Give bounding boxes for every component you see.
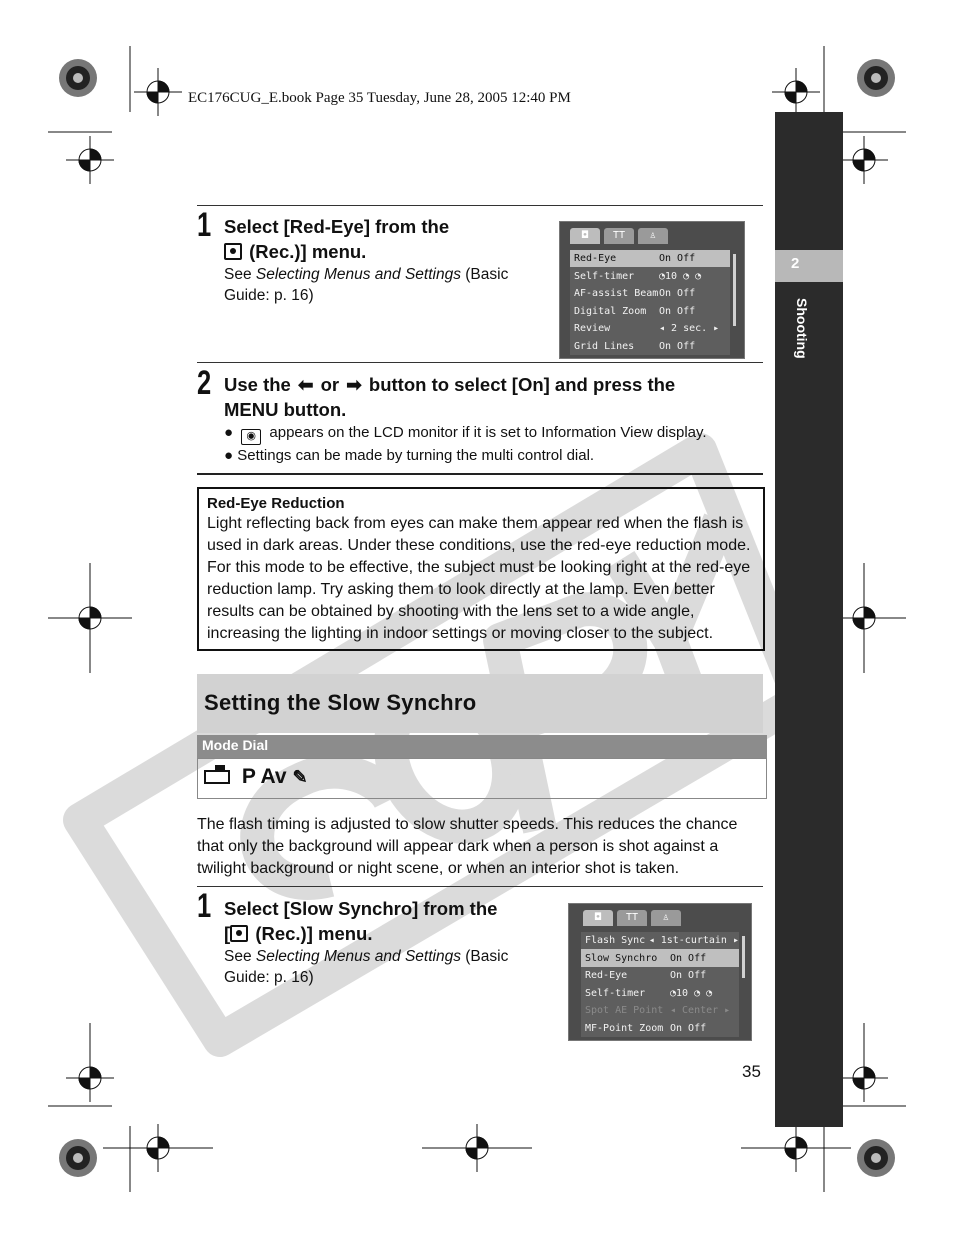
lcd-scrollbar [742,936,745,978]
step2-title-line2: MENU button. [224,399,347,420]
lcd-row-name: Self-timer [585,987,646,999]
bullet-item [224,422,764,445]
lcd-tab-tools-icon: TT [617,910,647,926]
step2-bullets [224,422,764,466]
lcd-tabs [560,222,744,244]
lcd-row-name: Red-Eye [574,253,617,265]
section-title: Setting the Slow Synchro [204,690,477,715]
lcd-scrollbar [733,254,736,326]
lcd-row-value: On Off [670,970,707,982]
lcd-row-value: On Off [659,288,696,300]
lcd-row [581,967,739,984]
bullet-dot-icon: ● [224,424,234,441]
page-number: 35 [742,1062,761,1081]
red-eye-icon: ◉ [241,429,261,445]
lcd-row [581,932,739,949]
see-link-title: Selecting Menus and Settings [255,948,461,965]
lcd-row [570,302,730,319]
step3-see-reference [224,946,554,988]
bullet-text: appears on the LCD monitor if it is set to Information View display. [269,424,707,441]
lcd-row [570,337,730,354]
lcd-row [570,320,730,337]
lcd-menu-list [570,250,730,355]
step1-title-line1: Select [Red-Eye] from the [224,216,450,237]
lcd-menu-list [581,932,739,1037]
lcd-row-name: Review [574,323,611,335]
lcd-row-value: On Off [670,952,707,964]
lcd-row-name: AF-assist Beam [574,288,659,300]
step-divider [197,362,763,363]
display-mode-icon [204,770,230,784]
lcd-row-value: ◔10 ◔ ◔ [659,270,702,282]
step1-title [224,214,554,264]
lcd-row-value: ◔10 ◔ ◔ [670,987,713,999]
step1-title-line2-text: (Rec.)] menu. [249,241,367,262]
step1-title-line2 [224,239,554,264]
lcd-row [581,1019,739,1036]
step-divider [197,886,763,887]
lcd-tab-my-icon: ♙ [651,910,681,926]
step3-title-line2-text: (Rec.)] menu. [255,923,373,944]
lcd-tab-camera-icon: ◘ [583,910,613,926]
open-bracket: [ [224,923,231,944]
lcd-screen-rec-menu [559,221,745,359]
note-body: Light reflecting back from eyes can make them appear red when the flash is used in dark areas. Under these conditions, use the red-eye reduction mode. For this mode to be effective, the subject must be looking right at the red-eye reduction lamp. Try asking them to look directly at the lamp. Even better results can be obtained by shooting with the lens set to a wide angle, increasing the lighting in indoor settings or moving closer to the subject. [207,515,751,642]
step2-title-part1: Use the [224,374,291,395]
lcd-row-value: ◂ 1st-curtain ▸ [648,935,739,947]
lcd-row-name: Red-Eye [585,970,628,982]
see-prefix: See [224,948,256,965]
step3-title [224,896,564,946]
top-rule [197,205,763,206]
mode-dial-label: Mode Dial [197,735,767,758]
stitch-assist-icon: ✎ [292,767,308,787]
step2-title-part2: button to select [On] and press the [368,374,676,395]
step-number: 2 [197,364,212,402]
lcd-row [581,984,739,1001]
camera-icon [224,243,242,260]
lcd-tab-my-icon: ♙ [638,228,668,244]
lcd-row-name: Self-timer [574,270,635,282]
lcd-row-name: Slow Synchro [585,952,658,964]
lcd-row [581,1002,739,1019]
see-link-title: Selecting Menus and Settings [255,266,461,283]
lcd-row-name: MF-Point Zoom [585,1022,664,1034]
lcd-row [570,267,730,284]
lcd-row-value: ◂ 2 sec. ▸ [659,323,720,335]
chapter-number: 2 [775,250,843,282]
lcd-row [570,285,730,302]
see-suffix: (Basic [460,948,509,965]
chapter-label: Shooting [794,298,810,359]
lcd-row-name: Digital Zoom [574,305,647,317]
lcd-tabs [569,904,751,926]
lcd-row-value: ◂ Center ▸ [670,1005,731,1017]
step-number: 1 [197,887,212,925]
bullet-dot-icon: ● [224,447,234,464]
lcd-row-name: Grid Lines [574,340,635,352]
step2-title-or: or [320,374,340,395]
see-line2: Guide: p. 16) [224,287,314,304]
lcd-row-name: Flash Sync [585,935,646,947]
see-suffix: (Basic [460,266,509,283]
camera-icon [230,925,248,942]
lcd-row-value: On Off [659,253,696,265]
lcd-row-value: On Off [659,340,696,352]
step1-see-reference [224,264,554,306]
lcd-row-value: On Off [670,1022,707,1034]
step-number: 1 [197,206,212,244]
left-arrow-icon: ⬅ [297,374,314,395]
step2-title-line1 [224,372,764,397]
bullet-item [224,445,764,466]
step3-title-line2 [224,921,564,946]
step2-title [224,372,764,422]
lcd-tab-camera-icon: ◘ [570,228,600,244]
note-title: Red-Eye Reduction [207,495,345,512]
step3-title-line1: Select [Slow Synchro] from the [224,898,498,919]
print-header: EC176CUG_E.book Page 35 Tuesday, June 28, 2005 12:40 PM [188,90,571,106]
lcd-row-name: Spot AE Point [585,1005,664,1017]
lcd-row [581,949,739,966]
mode-letters: P Av [241,765,287,788]
bullet-text: Settings can be made by turning the multi control dial. [237,447,595,464]
lcd-row [570,250,730,267]
mode-dial-modes [197,758,767,799]
lcd-tab-tools-icon: TT [604,228,634,244]
right-arrow-icon: ➡ [346,374,362,395]
lcd-screen-slow-synchro [568,903,752,1041]
see-line2: Guide: p. 16) [224,969,314,986]
red-eye-reduction-note [197,487,765,651]
lcd-row-value: On Off [659,305,696,317]
step-divider [197,473,763,475]
section-intro: The flash timing is adjusted to slow shutter speeds. This reduces the chance that only the background will appear dark when a person is shot against a twilight background or night scene, or when an interior shot is taken. [197,816,738,877]
see-prefix: See [224,266,256,283]
